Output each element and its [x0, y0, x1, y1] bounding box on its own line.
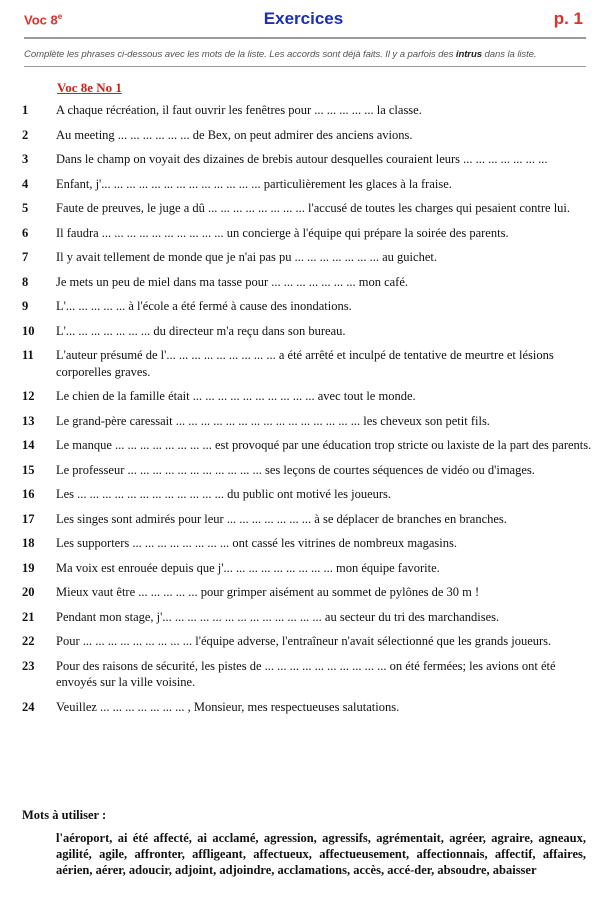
item-sentence: A chaque récréation, il faut ouvrir les fenêtres pour ... ... ... ... ... la classe.	[56, 103, 422, 117]
course-label: Voc 8e	[24, 12, 63, 28]
exercise-item	[22, 535, 592, 552]
item-number: 9	[22, 299, 29, 313]
item-number: 21	[22, 609, 35, 624]
item-sentence: Les singes sont admirés pour leur ... ... ... ... ... ... ... à se déplacer de branches en branches.	[56, 511, 507, 526]
item-sentence: Ma voix est enrouée depuis que j'... ... ... ... ... ... ... ... ... mon équipe favorite.	[56, 560, 440, 575]
exercise-item	[22, 249, 592, 266]
item-sentence: L'auteur présumé de l'... ... ... ... ... ... ... ... ... a été arrêté et inculpé de tentative de meurtre et lésions corporelles graves.	[56, 348, 554, 379]
exercise-item	[22, 560, 592, 577]
exercise-item	[22, 200, 592, 217]
exercise-item	[22, 437, 592, 454]
instructions-divider	[24, 66, 586, 67]
exercise-item	[22, 274, 592, 291]
item-sentence: Il faudra ... ... ... ... ... ... ... ... ... ... un concierge à l'équipe qui prépare la soirée des parents.	[56, 225, 509, 240]
item-number: 8	[22, 274, 29, 289]
page-title: Exercices	[263, 9, 344, 28]
page-header	[0, 0, 607, 36]
exercise-list	[22, 102, 592, 723]
exercise-item	[22, 699, 592, 716]
item-sentence: Il y avait tellement de monde que je n'ai pas pu ... ... ... ... ... ... ... au guichet.	[56, 250, 437, 264]
item-number: 17	[22, 511, 35, 526]
item-number: 18	[22, 536, 35, 550]
item-number: 20	[22, 585, 35, 599]
exercise-item	[22, 511, 592, 528]
instructions: Complète les phrases ci-dessous avec les mots de la liste. Les accords sont déjà faits. Il y a parfois des intrus dans la liste.	[24, 49, 537, 60]
item-sentence: Les ... ... ... ... ... ... ... ... ... ... ... ... du public ont motivé les joueurs.	[56, 487, 392, 501]
item-number: 24	[22, 699, 35, 714]
exercise-item	[22, 486, 592, 503]
exercise-item	[22, 298, 592, 315]
item-sentence: Mieux vaut être ... ... ... ... ... pour grimper aisément au sommet de pylônes de 30 m !	[56, 585, 480, 599]
item-sentence: L'... ... ... ... ... à l'école a été fermé à cause des inondations.	[56, 299, 352, 313]
item-number: 1	[22, 103, 29, 117]
header-divider	[24, 37, 586, 39]
item-sentence: Le manque ... ... ... ... ... ... ... ... est provoqué par une éducation trop stricte ou laxiste de la part des parents.	[56, 438, 592, 452]
page-number: p. 1	[553, 9, 583, 28]
exercise-item	[22, 323, 592, 340]
item-number: 11	[22, 348, 34, 362]
word-list: l'aéroport, ai été affecté, ai acclamé, agression, agressifs, agrémentait, agréer, agraire, agneaux, agilité, agile, affronter, affligeant, affectueux, affectueusement, affectionnais, affectif, affaires, aérien, aérer, adoucir, adjoint, adjoindre, acclamations, accès, accé-der, absoudre, abaisser	[56, 831, 586, 877]
item-sentence: Pour ... ... ... ... ... ... ... ... ... l'équipe adverse, l'entraîneur n'avait sélectionné que les grands joueurs.	[56, 634, 552, 648]
item-sentence: Je mets un peu de miel dans ma tasse pour ... ... ... ... ... ... ... mon café.	[56, 274, 409, 289]
item-number: 6	[22, 225, 29, 240]
item-sentence: Pour des raisons de sécurité, les pistes de ... ... ... ... ... ... ... ... ... ... on été fermées; les avions ont été envoyés sur la ville voisine.	[56, 658, 556, 689]
exercise-item	[22, 347, 592, 380]
item-number: 15	[22, 462, 35, 477]
item-number: 13	[22, 413, 35, 428]
item-number: 4	[22, 176, 29, 191]
exercise-item	[22, 413, 592, 430]
exercise-item	[22, 609, 592, 626]
item-number: 12	[22, 389, 35, 403]
item-sentence: Le chien de la famille était ... ... ... ... ... ... ... ... ... ... avec tout le monde.	[56, 389, 416, 403]
item-sentence: Au meeting ... ... ... ... ... ... de Bex, on peut admirer des anciens avions.	[56, 127, 413, 142]
item-number: 10	[22, 323, 35, 338]
exercise-item	[22, 388, 592, 405]
exercise-reference: Voc 8e No 1	[57, 80, 122, 95]
exercise-item	[22, 151, 592, 168]
exercise-item	[22, 462, 592, 479]
exercise-item	[22, 127, 592, 144]
exercise-item	[22, 658, 592, 691]
exercise-item	[22, 584, 592, 601]
item-sentence: Le grand-père caressait ... ... ... ... ... ... ... ... ... ... ... ... ... ... ... les cheveux son petit fils.	[56, 413, 490, 428]
item-number: 22	[22, 634, 35, 648]
item-number: 5	[22, 201, 29, 215]
item-sentence: Enfant, j'... ... ... ... ... ... ... ... ... ... ... ... ... particulièrement les glaces à la fraise.	[56, 176, 452, 191]
item-sentence: Dans le champ on voyait des dizaines de brebis autour desquelles couraient leurs ... ... ... ... ... ... ...	[56, 152, 548, 166]
item-sentence: Pendant mon stage, j'... ... ... ... ... ... ... ... ... ... ... ... ... au secteur du tri des marchandises.	[56, 609, 500, 624]
exercise-item	[22, 633, 592, 650]
item-number: 14	[22, 438, 35, 452]
item-sentence: Les supporters ... ... ... ... ... ... ... ... ont cassé les vitrines de nombreux magasins.	[56, 536, 457, 550]
exercise-item	[22, 176, 592, 193]
item-sentence: Veuillez ... ... ... ... ... ... ... , Monsieur, mes respectueuses salutations.	[56, 699, 400, 714]
exercise-item	[22, 102, 592, 119]
item-number: 16	[22, 487, 35, 501]
item-number: 23	[22, 658, 35, 673]
word-list-label: Mots à utiliser :	[22, 808, 107, 822]
item-number: 2	[22, 127, 29, 142]
exercise-item	[22, 225, 592, 242]
item-number: 3	[22, 152, 29, 166]
item-sentence: L'... ... ... ... ... ... ... du directeur m'a reçu dans son bureau.	[56, 323, 346, 338]
item-sentence: Le professeur ... ... ... ... ... ... ... ... ... ... ... ses leçons de courtes séquences de vidéo ou d'images.	[56, 462, 535, 477]
item-sentence: Faute de preuves, le juge a dû ... ... ... ... ... ... ... ... l'accusé de toutes les charges qui pesaient contre lui.	[56, 201, 571, 215]
item-number: 19	[22, 560, 35, 575]
item-number: 7	[22, 250, 29, 264]
